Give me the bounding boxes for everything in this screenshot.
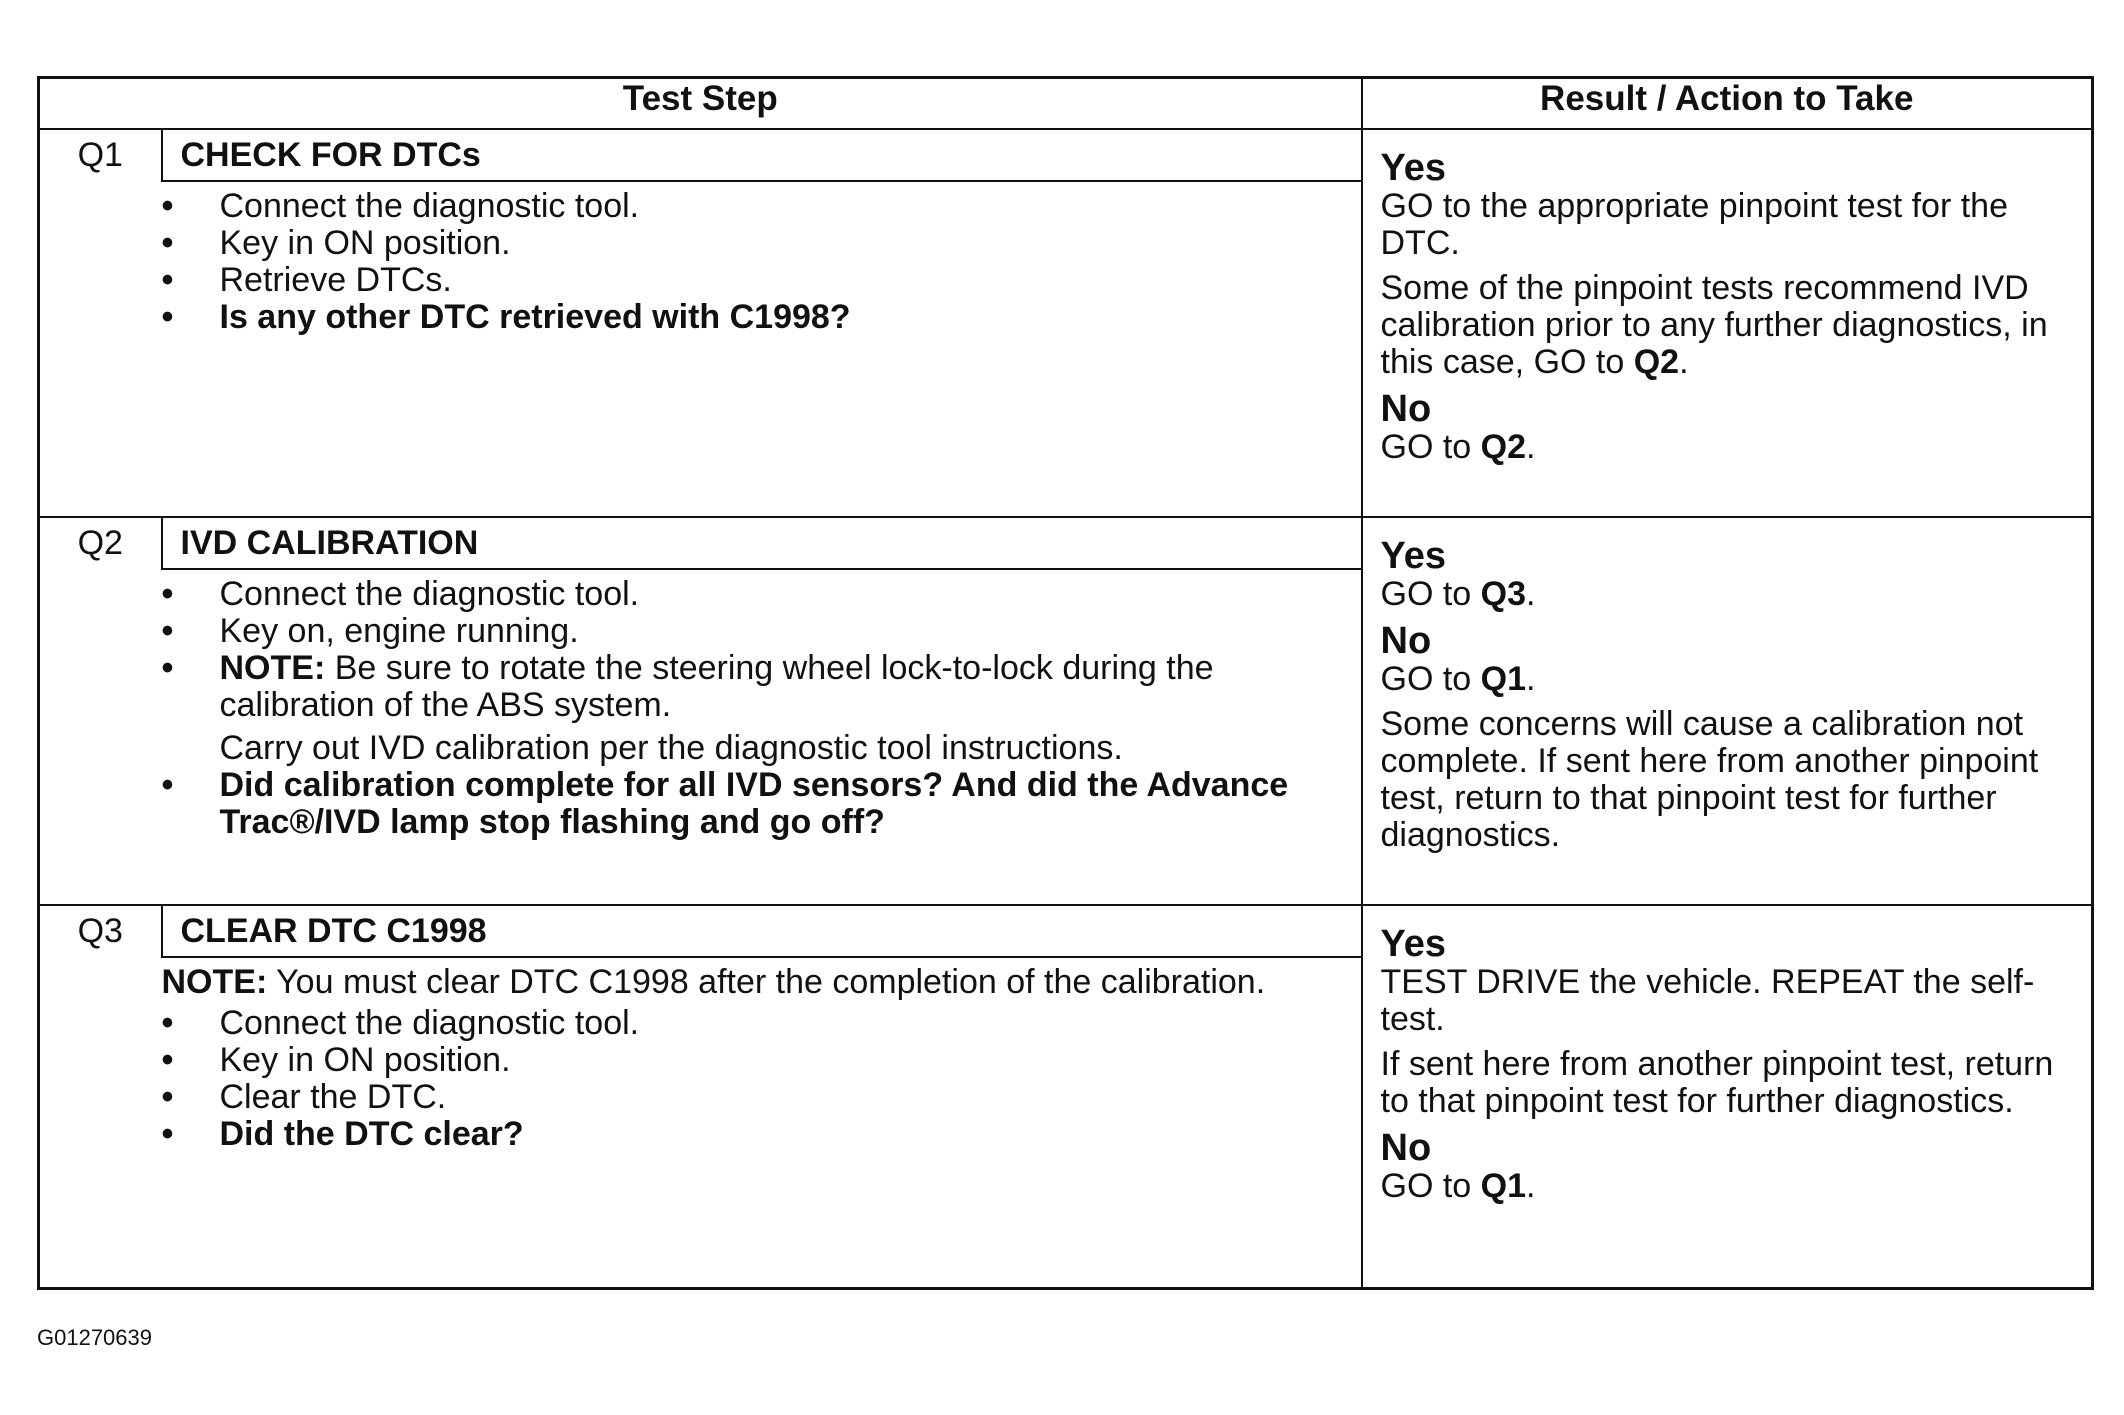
q3-result <box>1362 905 2093 1289</box>
q3-title-row <box>39 905 2093 957</box>
q1-id: Q1 <box>39 129 162 181</box>
q1-yes-action: GO to the appropriate pinpoint test for the DTC. <box>1380 187 2008 262</box>
figure-id: G01270639 <box>37 1325 152 1350</box>
q2-title: IVD CALIBRATION <box>162 517 1362 569</box>
q1-no-action: GO to Q2. <box>1380 428 1536 466</box>
list-item: • Connect the diagnostic tool. <box>162 1005 1341 1042</box>
q2-steps <box>162 569 1362 905</box>
q1-no-label: No <box>1380 388 1432 430</box>
q3-id: Q3 <box>39 905 162 957</box>
q1-title: CHECK FOR DTCs <box>162 129 1362 181</box>
q3-steps <box>162 957 1362 1289</box>
q2-no-label: No <box>1380 620 1432 662</box>
q3-yes-label: Yes <box>1380 923 1447 965</box>
pinpoint-test-table <box>37 76 2094 1290</box>
list-item: • Retrieve DTCs. <box>162 262 1341 299</box>
q2-result <box>1362 517 2093 905</box>
q3-yes-action: TEST DRIVE the vehicle. REPEAT the self-test. <box>1380 963 2035 1038</box>
q3-no-label: No <box>1380 1127 1432 1169</box>
q1-yes-note: Some of the pinpoint tests recommend IVD calibration prior to any further diagnostics, in this case, GO to Q2. <box>1380 269 2048 381</box>
list-item: • Key on, engine running. <box>162 613 1341 650</box>
q2-question: • Did calibration complete for all IVD sensors? And did the Advance Trac®/IVD lamp stop flashing and go off? <box>162 767 1341 841</box>
list-item: • Key in ON position. <box>162 1042 1341 1079</box>
header-test-step: Test Step <box>39 78 1362 130</box>
q2-no-note: Some concerns will cause a calibration not complete. If sent here from another pinpoint test, return to that pinpoint test for further diagnostics. <box>1380 705 2039 854</box>
q2-note-item: • NOTE: Be sure to rotate the steering wheel lock-to-lock during the calibration of the ABS system. <box>162 650 1341 724</box>
list-item: • Connect the diagnostic tool. <box>162 576 1341 613</box>
q2-no-action: GO to Q1. <box>1380 660 1536 698</box>
q2-title-row <box>39 517 2093 569</box>
q1-result <box>1362 129 2093 517</box>
q1-question: • Is any other DTC retrieved with C1998? <box>162 299 1341 336</box>
q2-yes-action: GO to Q3. <box>1380 575 1536 613</box>
q1-yes-label: Yes <box>1380 147 1447 189</box>
q1-steps <box>162 181 1362 517</box>
q2-id: Q2 <box>39 517 162 569</box>
q3-yes-note: If sent here from another pinpoint test, return to that pinpoint test for further diagnostics. <box>1380 1045 2054 1120</box>
q2-carry-out: Carry out IVD calibration per the diagnostic tool instructions. <box>219 729 1123 767</box>
table-header-row <box>39 78 2093 130</box>
list-item: • Clear the DTC. <box>162 1079 1341 1116</box>
q3-title: CLEAR DTC C1998 <box>162 905 1362 957</box>
q3-no-action: GO to Q1. <box>1380 1167 1536 1205</box>
q3-question: • Did the DTC clear? <box>162 1116 1341 1153</box>
q1-title-row <box>39 129 2093 181</box>
q2-yes-label: Yes <box>1380 535 1447 577</box>
list-item: • Connect the diagnostic tool. <box>162 188 1341 225</box>
q3-note: NOTE: You must clear DTC C1998 after the completion of the calibration. <box>161 963 1266 1001</box>
list-item: • Key in ON position. <box>162 225 1341 262</box>
header-result-action: Result / Action to Take <box>1362 78 2093 130</box>
